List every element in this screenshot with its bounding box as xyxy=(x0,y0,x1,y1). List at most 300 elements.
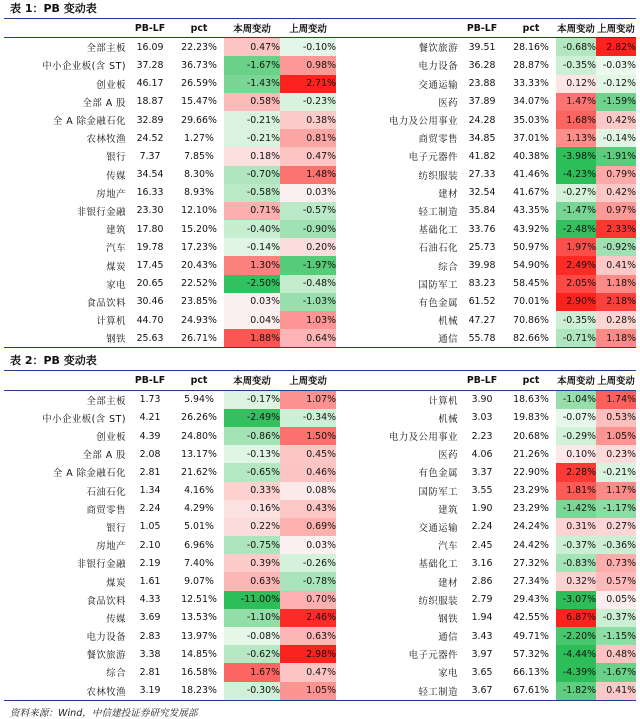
column-header: PB-LF xyxy=(134,374,166,386)
last-week-change: 2.18% xyxy=(596,293,636,311)
last-week-change: 0.97% xyxy=(596,202,636,220)
pb-lf-value: 39.98 xyxy=(468,260,496,272)
source-note: 资料来源：Wind，中信建投证券研究发展部 xyxy=(10,707,198,719)
industry-name: 轻工制造 xyxy=(418,206,458,218)
pb-lf-value: 16.33 xyxy=(136,187,164,199)
this-week-change: -4.23% xyxy=(556,166,596,184)
table-row xyxy=(4,202,636,220)
pb-lf-value: 17.45 xyxy=(136,260,164,272)
last-week-change: 1.50% xyxy=(280,427,336,445)
column-header: 上周变动 xyxy=(289,376,327,388)
industry-name: 全部主板 xyxy=(86,395,126,407)
this-week-change: -0.35% xyxy=(556,311,596,329)
last-week-change: 0.27% xyxy=(596,518,636,536)
pct-value: 21.62% xyxy=(181,466,217,478)
industry-name: 轻工制造 xyxy=(418,686,458,698)
pct-value: 67.61% xyxy=(513,685,549,697)
industry-name: 石油石化 xyxy=(86,486,126,498)
pb-lf-value: 24.28 xyxy=(468,114,496,126)
pct-value: 6.96% xyxy=(184,539,214,551)
industry-name: 餐饮旅游 xyxy=(418,43,458,55)
industry-name: 银行 xyxy=(106,522,126,534)
industry-name: 中小企业板(含 ST) xyxy=(42,61,126,73)
this-week-change: -0.35% xyxy=(556,56,596,74)
this-week-change: -0.30% xyxy=(224,682,280,701)
industry-name: 传媒 xyxy=(106,613,126,625)
pct-value: 41.67% xyxy=(513,187,549,199)
pb-lf-value: 55.78 xyxy=(468,332,496,344)
pct-value: 50.97% xyxy=(513,241,549,253)
industry-name: 基础化工 xyxy=(418,225,458,237)
pct-value: 66.13% xyxy=(513,666,549,678)
pb-lf-value: 1.61 xyxy=(139,576,161,588)
pct-value: 22.52% xyxy=(181,278,217,290)
pb-lf-value: 16.09 xyxy=(136,41,164,53)
this-week-change: 0.47% xyxy=(224,38,280,57)
this-week-change: 0.12% xyxy=(556,75,596,93)
last-week-change: 1.74% xyxy=(596,390,636,409)
industry-name: 创业板 xyxy=(96,432,126,444)
industry-name: 基础化工 xyxy=(418,559,458,571)
this-week-change: -0.21% xyxy=(224,111,280,129)
industry-name: 农林牧渔 xyxy=(86,134,126,146)
column-header xyxy=(336,371,458,390)
pct-value: 9.07% xyxy=(184,576,214,588)
last-week-change: 0.79% xyxy=(596,166,636,184)
pct-value: 82.66% xyxy=(513,332,549,344)
table-row xyxy=(4,518,636,536)
industry-name: 医药 xyxy=(438,97,458,109)
pct-value: 23.29% xyxy=(513,485,549,497)
pb-lf-value: 1.34 xyxy=(139,485,161,497)
pct-value: 22.23% xyxy=(181,41,217,53)
pct-value: 7.85% xyxy=(184,150,214,162)
pct-value: 27.32% xyxy=(513,557,549,569)
pct-value: 23.85% xyxy=(181,296,217,308)
pb-lf-value: 7.37 xyxy=(139,150,161,162)
industry-name: 电力及公用事业 xyxy=(388,432,458,444)
this-week-change: 1.47% xyxy=(556,93,596,111)
pct-value: 29.43% xyxy=(513,594,549,606)
industry-name: 电力及公用事业 xyxy=(388,116,458,128)
column-header xyxy=(336,19,458,38)
this-week-change: 0.58% xyxy=(224,93,280,111)
pb-lf-value: 3.67 xyxy=(471,685,493,697)
pb-lf-value: 3.65 xyxy=(471,666,493,678)
this-week-change: 1.68% xyxy=(556,111,596,129)
pct-value: 36.73% xyxy=(181,59,217,71)
table-row xyxy=(4,536,636,554)
industry-name: 电子元器件 xyxy=(408,650,458,662)
industry-name: 家电 xyxy=(106,279,126,291)
industry-name: 房地产 xyxy=(96,188,126,200)
pb-change-table-1 xyxy=(4,19,636,348)
this-week-change: -1.47% xyxy=(556,202,596,220)
last-week-change: -1.59% xyxy=(596,93,636,111)
this-week-change: -0.58% xyxy=(224,184,280,202)
last-week-change: -0.10% xyxy=(280,38,336,57)
industry-name: 全 A 除金融石化 xyxy=(52,468,126,480)
industry-name: 电力设备 xyxy=(418,61,458,73)
pb-lf-value: 47.27 xyxy=(468,314,496,326)
pb-lf-value: 4.33 xyxy=(139,594,161,606)
last-week-change: -1.03% xyxy=(280,293,336,311)
pct-value: 24.93% xyxy=(181,314,217,326)
industry-name: 汽车 xyxy=(106,243,126,255)
pb-lf-value: 3.19 xyxy=(139,685,161,697)
table-row xyxy=(4,184,636,202)
this-week-change: -0.65% xyxy=(224,463,280,481)
this-week-change: -1.43% xyxy=(224,75,280,93)
this-week-change: -0.29% xyxy=(556,427,596,445)
column-header: PB-LF xyxy=(134,22,166,34)
pct-value: 49.71% xyxy=(513,630,549,642)
industry-name: 全 A 除金融石化 xyxy=(52,116,126,128)
column-header: 上周变动 xyxy=(289,24,327,36)
industry-name: 综合 xyxy=(106,668,126,680)
table-row xyxy=(4,463,636,481)
this-week-change: 1.67% xyxy=(224,663,280,681)
pct-value: 16.58% xyxy=(181,666,217,678)
table-row xyxy=(4,645,636,663)
pct-value: 8.93% xyxy=(184,187,214,199)
pct-value: 24.42% xyxy=(513,539,549,551)
this-week-change: -0.21% xyxy=(224,129,280,147)
pct-value: 70.01% xyxy=(513,296,549,308)
pct-value: 12.10% xyxy=(181,205,217,217)
this-week-change: -2.50% xyxy=(224,275,280,293)
industry-name: 纺织服装 xyxy=(418,170,458,182)
last-week-change: 0.57% xyxy=(596,572,636,590)
pb-lf-value: 3.55 xyxy=(471,485,493,497)
pct-value: 43.35% xyxy=(513,205,549,217)
pb-lf-value: 1.94 xyxy=(471,612,493,624)
table-row xyxy=(4,311,636,329)
last-week-change: 0.63% xyxy=(280,627,336,645)
pct-value: 34.07% xyxy=(513,96,549,108)
table-row xyxy=(4,554,636,572)
this-week-change: -0.86% xyxy=(224,427,280,445)
last-week-change: -0.36% xyxy=(596,536,636,554)
column-header: pct xyxy=(522,374,540,386)
last-week-change: -1.97% xyxy=(280,256,336,274)
last-week-change: 0.28% xyxy=(596,311,636,329)
this-week-change: 0.16% xyxy=(224,500,280,518)
this-week-change: -4.39% xyxy=(556,663,596,681)
table-row xyxy=(4,56,636,74)
last-week-change: -0.14% xyxy=(596,129,636,147)
table-row xyxy=(4,663,636,681)
last-week-change: -1.17% xyxy=(596,500,636,518)
pb-lf-value: 23.88 xyxy=(468,78,496,90)
this-week-change: -2.48% xyxy=(556,220,596,238)
pct-value: 29.66% xyxy=(181,114,217,126)
last-week-change: 0.81% xyxy=(280,129,336,147)
pb-lf-value: 41.82 xyxy=(468,150,496,162)
this-week-change: -1.82% xyxy=(556,682,596,701)
pct-value: 24.80% xyxy=(181,430,217,442)
pct-value: 26.71% xyxy=(181,332,217,344)
industry-name: 交通运输 xyxy=(418,79,458,91)
pb-lf-value: 37.89 xyxy=(468,96,496,108)
column-header: 上周变动 xyxy=(597,376,635,388)
industry-name: 煤炭 xyxy=(106,577,126,589)
table-header-row xyxy=(4,371,636,390)
last-week-change: 0.64% xyxy=(280,329,336,348)
industry-name: 计算机 xyxy=(96,316,126,328)
last-week-change: -0.03% xyxy=(596,56,636,74)
industry-name: 房地产 xyxy=(96,541,126,553)
column-header: 本周变动 xyxy=(557,376,595,388)
pct-value: 7.40% xyxy=(184,557,214,569)
pb-lf-value: 3.43 xyxy=(471,630,493,642)
table-header-row xyxy=(4,19,636,38)
table-row xyxy=(4,111,636,129)
industry-name: 钢铁 xyxy=(106,334,126,346)
last-week-change: -0.48% xyxy=(280,275,336,293)
pb-lf-value: 2.83 xyxy=(139,630,161,642)
last-week-change: 0.41% xyxy=(596,256,636,274)
this-week-change: 2.49% xyxy=(556,256,596,274)
this-week-change: -4.44% xyxy=(556,645,596,663)
pb-lf-value: 4.39 xyxy=(139,430,161,442)
industry-name: 纺织服装 xyxy=(418,595,458,607)
this-week-change: -1.10% xyxy=(224,609,280,627)
industry-name: 建材 xyxy=(438,577,458,589)
pb-lf-value: 25.63 xyxy=(136,332,164,344)
last-week-change: 1.05% xyxy=(280,682,336,701)
pb-lf-value: 17.80 xyxy=(136,223,164,235)
column-header: 本周变动 xyxy=(557,24,595,36)
table-row xyxy=(4,427,636,445)
pb-lf-value: 32.54 xyxy=(468,187,496,199)
last-week-change: 0.03% xyxy=(280,536,336,554)
table-row xyxy=(4,275,636,293)
table-row xyxy=(4,147,636,165)
this-week-change: 1.97% xyxy=(556,238,596,256)
last-week-change: 0.42% xyxy=(596,111,636,129)
last-week-change: 1.18% xyxy=(596,329,636,348)
pb-lf-value: 2.24 xyxy=(139,503,161,515)
this-week-change: 1.88% xyxy=(224,329,280,348)
this-week-change: -0.08% xyxy=(224,627,280,645)
pb-lf-value: 1.73 xyxy=(139,394,161,406)
industry-name: 商贸零售 xyxy=(86,504,126,516)
this-week-change: -0.17% xyxy=(224,390,280,409)
this-week-change: -1.67% xyxy=(224,56,280,74)
industry-name: 创业板 xyxy=(96,79,126,91)
industry-name: 电子元器件 xyxy=(408,152,458,164)
table-row xyxy=(4,129,636,147)
industry-name: 通信 xyxy=(438,334,458,346)
last-week-change: 0.47% xyxy=(280,663,336,681)
this-week-change: -0.83% xyxy=(556,554,596,572)
last-week-change: -0.78% xyxy=(280,572,336,590)
industry-name: 家电 xyxy=(438,668,458,680)
last-week-change: 0.03% xyxy=(280,184,336,202)
last-week-change: 2.71% xyxy=(280,75,336,93)
pb-lf-value: 46.17 xyxy=(136,78,164,90)
last-week-change: 1.48% xyxy=(280,166,336,184)
pct-value: 17.23% xyxy=(181,241,217,253)
last-week-change: 0.48% xyxy=(596,645,636,663)
pct-value: 54.90% xyxy=(513,260,549,272)
pct-value: 12.51% xyxy=(181,594,217,606)
industry-name: 医药 xyxy=(438,450,458,462)
last-week-change: 1.18% xyxy=(596,275,636,293)
this-week-change: -0.13% xyxy=(224,445,280,463)
pct-value: 24.24% xyxy=(513,521,549,533)
last-week-change: -0.90% xyxy=(280,220,336,238)
pb-lf-value: 83.23 xyxy=(468,278,496,290)
pct-value: 22.90% xyxy=(513,466,549,478)
pb-lf-value: 36.28 xyxy=(468,59,496,71)
this-week-change: 2.28% xyxy=(556,463,596,481)
pct-value: 40.38% xyxy=(513,150,549,162)
pb-lf-value: 3.38 xyxy=(139,648,161,660)
this-week-change: 2.90% xyxy=(556,293,596,311)
table-row xyxy=(4,329,636,348)
pb-lf-value: 34.54 xyxy=(136,169,164,181)
pb-lf-value: 3.69 xyxy=(139,612,161,624)
pct-value: 27.34% xyxy=(513,576,549,588)
pct-value: 20.43% xyxy=(181,260,217,272)
industry-name: 餐饮旅游 xyxy=(86,650,126,662)
pct-value: 33.33% xyxy=(513,78,549,90)
this-week-change: -0.07% xyxy=(556,409,596,427)
last-week-change: 2.33% xyxy=(596,220,636,238)
this-week-change: -0.68% xyxy=(556,38,596,57)
industry-name: 商贸零售 xyxy=(418,134,458,146)
last-week-change: -1.15% xyxy=(596,627,636,645)
industry-name: 国防军工 xyxy=(418,486,458,498)
table-row xyxy=(4,500,636,518)
last-week-change: -0.57% xyxy=(280,202,336,220)
column-header: pct xyxy=(190,22,208,34)
table-row xyxy=(4,293,636,311)
column-header: pct xyxy=(190,374,208,386)
table-2-title: 表 2：PB 变动表 xyxy=(4,352,636,371)
pct-value: 8.30% xyxy=(184,169,214,181)
pb-lf-value: 2.45 xyxy=(471,539,493,551)
industry-name: 食品饮料 xyxy=(86,297,126,309)
pb-lf-value: 2.86 xyxy=(471,576,493,588)
pct-value: 1.27% xyxy=(184,132,214,144)
last-week-change: -0.37% xyxy=(596,609,636,627)
this-week-change: 6.87% xyxy=(556,609,596,627)
pct-value: 58.45% xyxy=(513,278,549,290)
pb-lf-value: 4.21 xyxy=(139,412,161,424)
pct-value: 19.83% xyxy=(513,412,549,424)
pb-lf-value: 18.87 xyxy=(136,96,164,108)
last-week-change: 0.53% xyxy=(596,409,636,427)
pct-value: 13.97% xyxy=(181,630,217,642)
pct-value: 15.47% xyxy=(181,96,217,108)
pb-lf-value: 3.90 xyxy=(471,394,493,406)
pb-lf-value: 23.30 xyxy=(136,205,164,217)
pb-lf-value: 37.28 xyxy=(136,59,164,71)
last-week-change: 0.41% xyxy=(596,682,636,701)
last-week-change: 0.47% xyxy=(280,147,336,165)
last-week-change: -1.91% xyxy=(596,147,636,165)
table-row xyxy=(4,482,636,500)
table-row xyxy=(4,409,636,427)
pct-value: 26.59% xyxy=(181,78,217,90)
pct-value: 21.26% xyxy=(513,448,549,460)
pct-value: 43.92% xyxy=(513,223,549,235)
this-week-change: 1.30% xyxy=(224,256,280,274)
pb-lf-value: 39.51 xyxy=(468,41,496,53)
this-week-change: -0.71% xyxy=(556,329,596,348)
table-row xyxy=(4,445,636,463)
table-row xyxy=(4,627,636,645)
last-week-change: 1.17% xyxy=(596,482,636,500)
pb-lf-value: 61.52 xyxy=(468,296,496,308)
table-row xyxy=(4,166,636,184)
pct-value: 35.03% xyxy=(513,114,549,126)
industry-name: 国防军工 xyxy=(418,279,458,291)
last-week-change: 0.73% xyxy=(596,554,636,572)
this-week-change: -0.40% xyxy=(224,220,280,238)
pct-value: 28.16% xyxy=(513,41,549,53)
pb-lf-value: 3.97 xyxy=(471,648,493,660)
pb-change-table-2 xyxy=(4,371,636,700)
pct-value: 28.87% xyxy=(513,59,549,71)
industry-name: 综合 xyxy=(438,261,458,273)
last-week-change: 2.82% xyxy=(596,38,636,57)
this-week-change: 0.63% xyxy=(224,572,280,590)
column-header: pct xyxy=(522,22,540,34)
pb-lf-value: 1.90 xyxy=(471,503,493,515)
this-week-change: -2.49% xyxy=(224,409,280,427)
pct-value: 5.01% xyxy=(184,521,214,533)
pb-lf-value: 33.76 xyxy=(468,223,496,235)
this-week-change: -0.75% xyxy=(224,536,280,554)
pb-lf-value: 3.03 xyxy=(471,412,493,424)
last-week-change: 0.42% xyxy=(596,184,636,202)
last-week-change: -1.67% xyxy=(596,663,636,681)
this-week-change: 0.71% xyxy=(224,202,280,220)
this-week-change: -1.42% xyxy=(556,500,596,518)
table-row xyxy=(4,93,636,111)
pb-lf-value: 1.05 xyxy=(139,521,161,533)
industry-name: 全部 A 股 xyxy=(82,97,126,109)
this-week-change: -1.04% xyxy=(556,390,596,409)
pb-lf-value: 2.81 xyxy=(139,466,161,478)
pb-lf-value: 25.73 xyxy=(468,241,496,253)
pct-value: 41.46% xyxy=(513,169,549,181)
pb-lf-value: 32.89 xyxy=(136,114,164,126)
pb-lf-value: 2.24 xyxy=(471,521,493,533)
last-week-change: 0.23% xyxy=(596,445,636,463)
industry-name: 有色金属 xyxy=(418,297,458,309)
industry-name: 农林牧渔 xyxy=(86,686,126,698)
industry-name: 中小企业板(含 ST) xyxy=(42,413,126,425)
pb-lf-value: 27.33 xyxy=(468,169,496,181)
last-week-change: 1.07% xyxy=(280,390,336,409)
pct-value: 4.29% xyxy=(184,503,214,515)
this-week-change: -0.70% xyxy=(224,166,280,184)
industry-name: 全部 A 股 xyxy=(82,450,126,462)
this-week-change: -0.14% xyxy=(224,238,280,256)
pct-value: 5.94% xyxy=(184,394,214,406)
this-week-change: -0.37% xyxy=(556,536,596,554)
last-week-change: 2.46% xyxy=(280,609,336,627)
last-week-change: 0.20% xyxy=(280,238,336,256)
this-week-change: 0.32% xyxy=(556,572,596,590)
industry-name: 钢铁 xyxy=(438,613,458,625)
pb-lf-value: 34.85 xyxy=(468,132,496,144)
